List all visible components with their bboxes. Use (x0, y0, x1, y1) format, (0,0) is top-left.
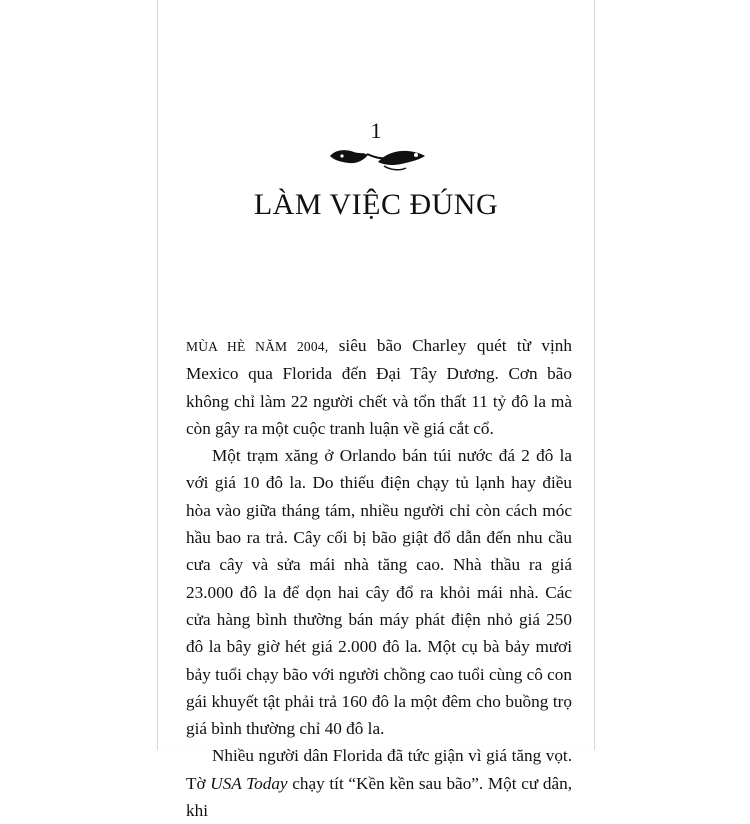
book-page (157, 0, 595, 821)
paragraph-lead: MÙA HÈ NĂM 2004, (186, 339, 329, 354)
body-text (186, 332, 572, 824)
paragraph-3-after: chạy tít “Kền kền sau bão”. Một cư dân, khi (186, 773, 572, 821)
paragraph-3-before: Nhiều người dân Florida đã tức giận vì giá tăng vọt. Tờ (186, 746, 572, 793)
publication-name: USA Today (210, 773, 288, 793)
paragraph-3 (186, 742, 572, 824)
ornament-icon (328, 140, 426, 174)
chapter-title: LÀM VIỆC ĐÚNG (253, 188, 499, 221)
paragraph-1 (186, 332, 572, 442)
chapter-number: 1 (370, 118, 382, 143)
paragraph-1-text: siêu bão Charley quét từ vịnh Mexico qua Florida đến Đại Tây Dương. Cơn bão không chỉ làm 22 người chết và tổn thất 11 tỷ đô la mà còn gây ra một cuộc tranh luận về giá cắt cổ. (186, 336, 572, 438)
paragraph-2: Một trạm xăng ở Orlando bán túi nước đá 2 đô la với giá 10 đô la. Do thiếu điện chạy tủ lạnh hay điều hòa vào giữa tháng tám, nhiều người chỉ còn cách móc hầu bao ra trả. Cây cối bị bão giật đổ dẫn đến nhu cầu cưa cây và sửa mái nhà tăng cao. Nhà thầu ra giá 23.000 đô la để dọn hai cây đổ ra khỏi mái nhà. Các cửa hàng bình thường bán máy phát điện nhỏ giá 250 đô la bây giờ hét giá 2.000 đô la. Một cụ bà bảy mươi bảy tuổi chạy bão với người chồng cao tuổi cùng cô con gái khuyết tật phải trả 160 đô la một đêm cho buồng trọ giá bình thường chỉ 40 đô la. (186, 446, 572, 739)
